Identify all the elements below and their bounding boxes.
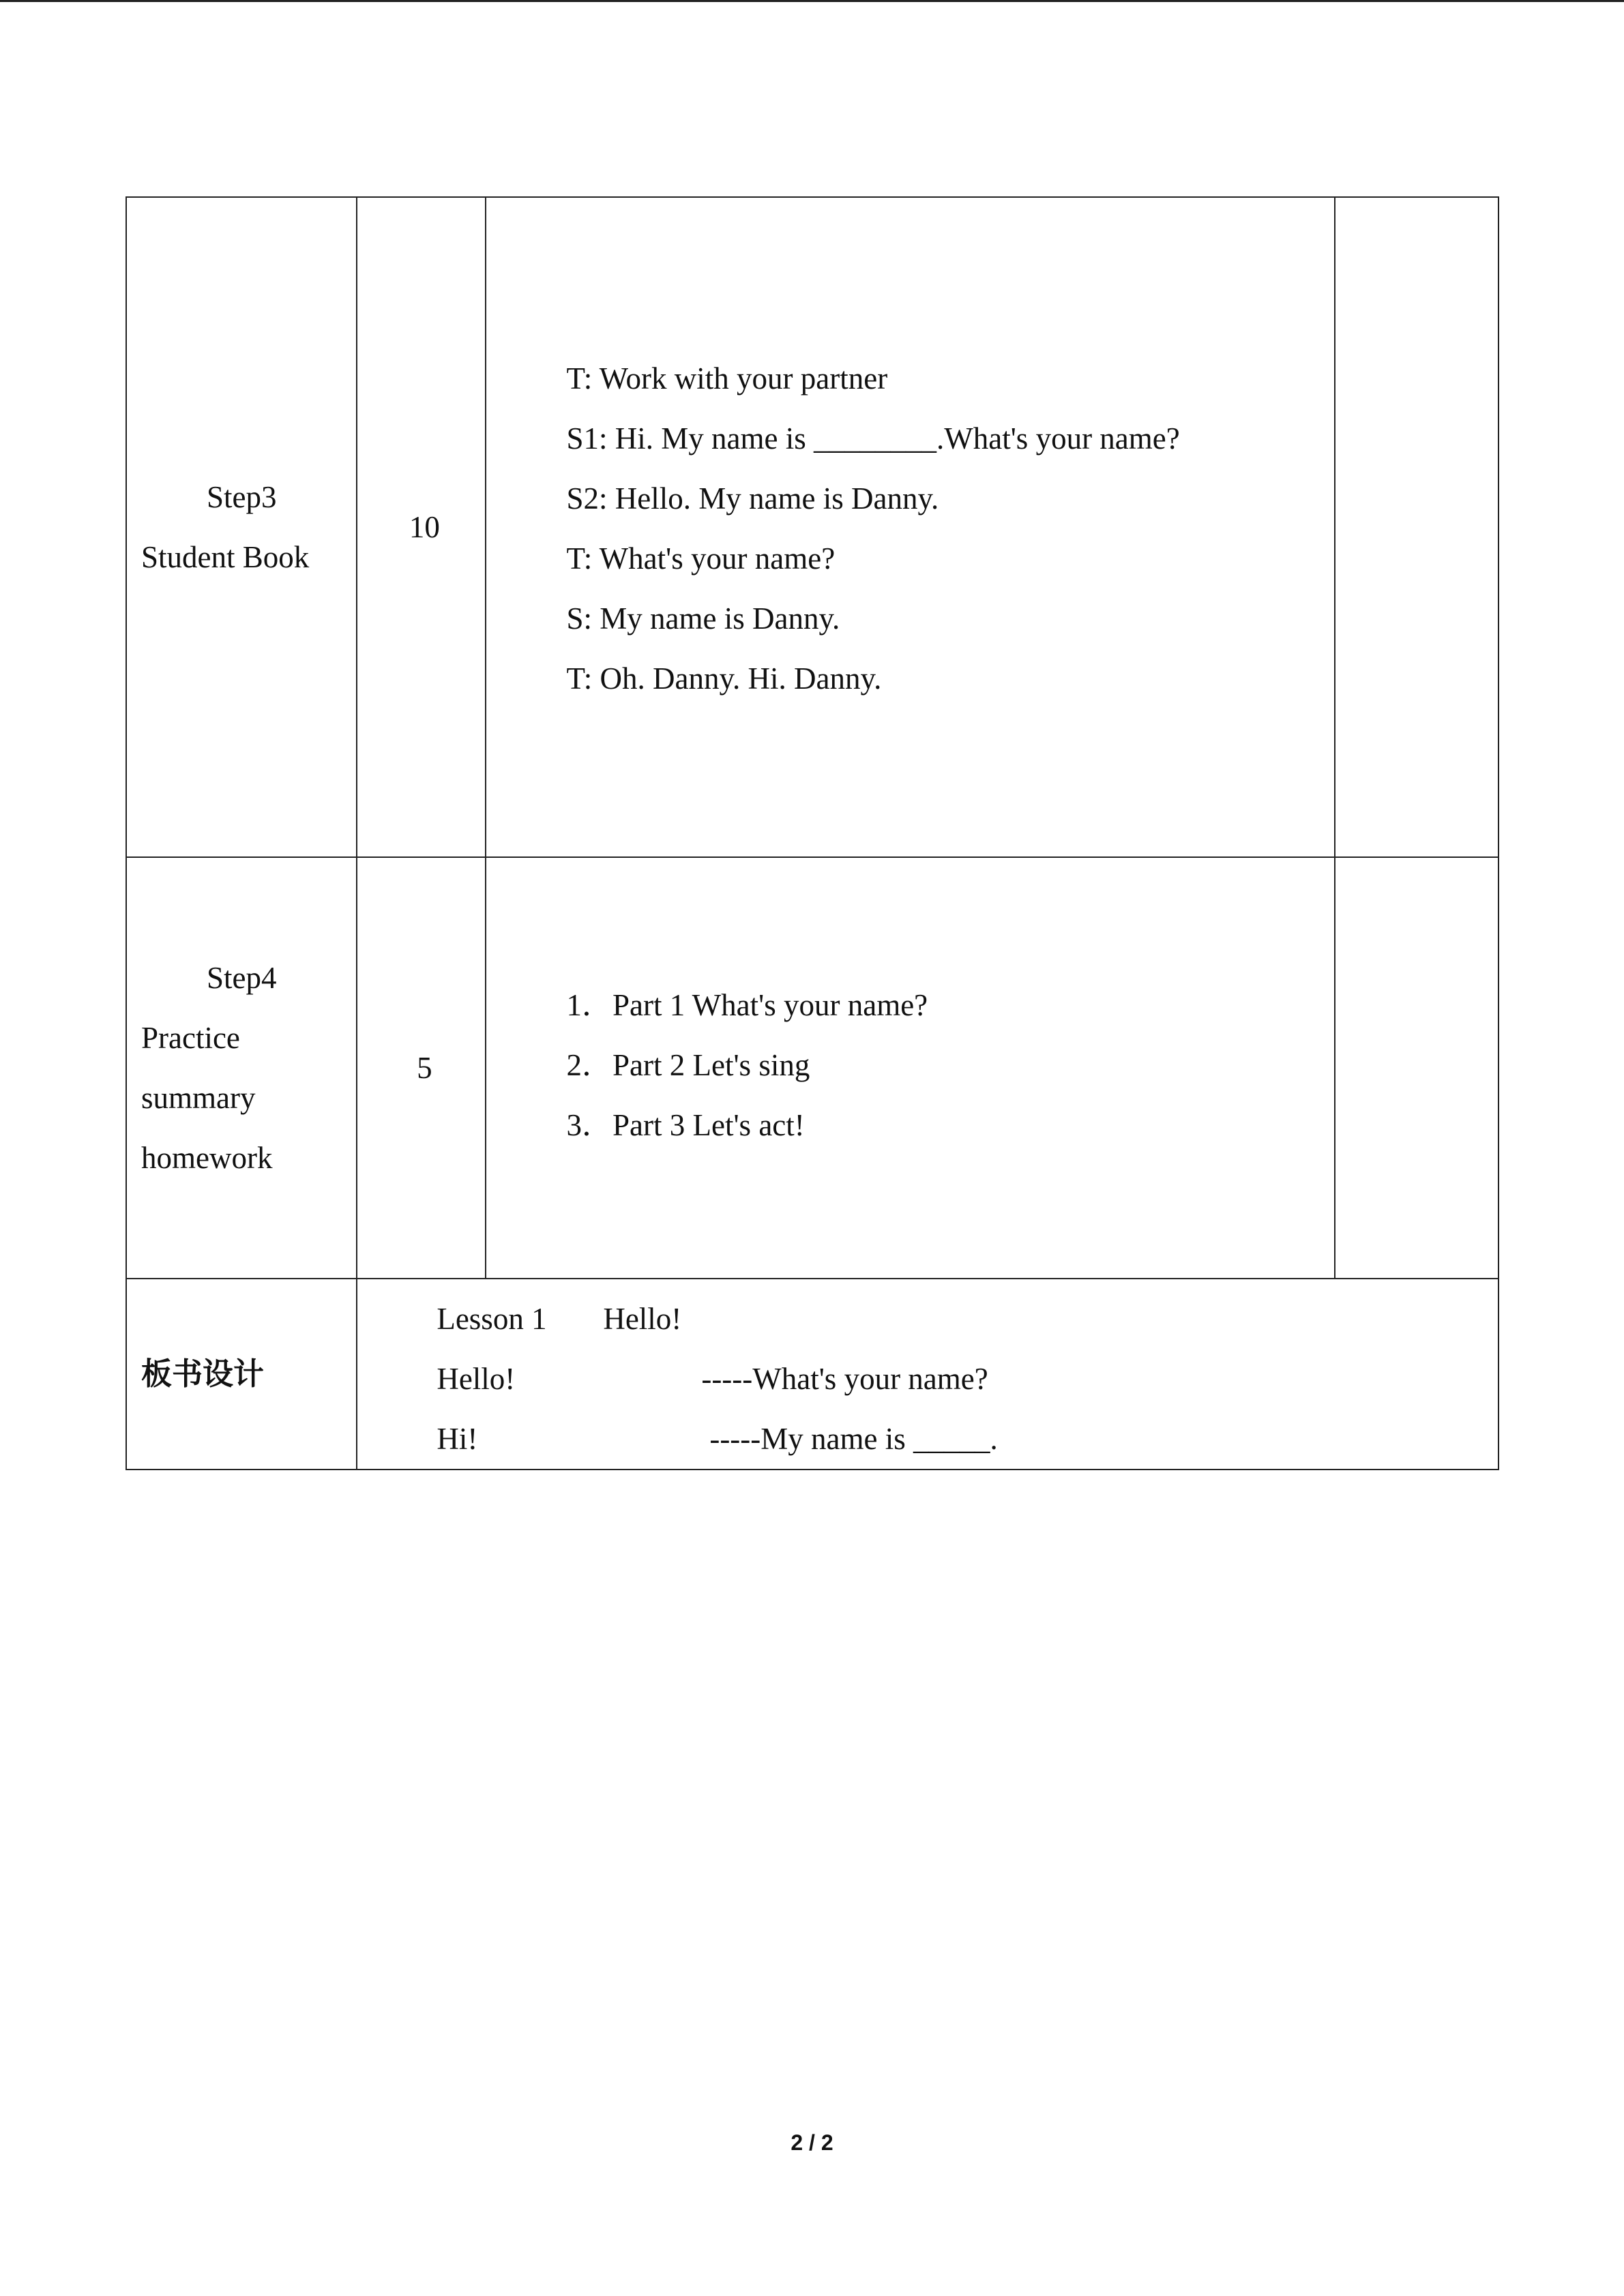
board-design-content: [357, 1279, 1498, 1470]
board-lesson: Lesson 1: [437, 1302, 547, 1336]
page-top-border: [0, 0, 1624, 2]
board-phrase: -----My name is _____.: [709, 1422, 998, 1456]
table-row-board-design: [126, 1279, 1498, 1470]
board-greeting: Hello!: [437, 1362, 516, 1396]
step4-title: Step4: [207, 961, 277, 995]
step4-procedure: [486, 857, 1335, 1279]
step4-line: 3．Part 3 Let's act!: [566, 1108, 805, 1142]
table-row-step3: [126, 197, 1498, 857]
step4-line: 2．Part 2 Let's sing: [566, 1048, 810, 1082]
step4-name-line: summary: [141, 1081, 256, 1115]
step3-line: T: Oh. Danny. Hi. Danny.: [566, 661, 882, 696]
step3-procedure: [486, 197, 1335, 857]
step4-name-line: Practice: [141, 1021, 240, 1055]
step4-name-line: homework: [141, 1141, 273, 1175]
board-greeting: Hi!: [437, 1422, 478, 1456]
step3-name: Student Book: [141, 540, 310, 574]
step4-notes-cell: [1335, 857, 1498, 1279]
step4-cell: [126, 857, 357, 1279]
step3-line: S2: Hello. My name is Danny.: [566, 481, 939, 516]
board-line-lesson: [437, 1289, 1498, 1349]
step3-title: Step3: [207, 480, 277, 514]
step3-line: T: What's your name?: [566, 541, 836, 576]
table-row-step4: [126, 857, 1498, 1279]
step3-line: S1: Hi. My name is ________.What's your name?: [566, 421, 1180, 456]
step3-time: 10: [357, 197, 485, 857]
step3-line: S: My name is Danny.: [566, 601, 840, 636]
step3-line: T: Work with your partner: [566, 361, 888, 396]
board-phrase: -----What's your name?: [701, 1362, 988, 1396]
step3-cell: [126, 197, 357, 857]
lesson-plan-table: [126, 196, 1499, 1470]
board-line-hi: [437, 1409, 1498, 1469]
page-number: 2 / 2: [791, 2130, 833, 2155]
step3-notes-cell: [1335, 197, 1498, 857]
board-line-hello: [437, 1349, 1498, 1409]
step4-time: 5: [357, 857, 485, 1279]
board-lesson-title: Hello!: [603, 1302, 682, 1336]
board-design-label: 板书设计: [126, 1279, 357, 1470]
step4-line: 1．Part 1 What's your name?: [566, 988, 928, 1022]
